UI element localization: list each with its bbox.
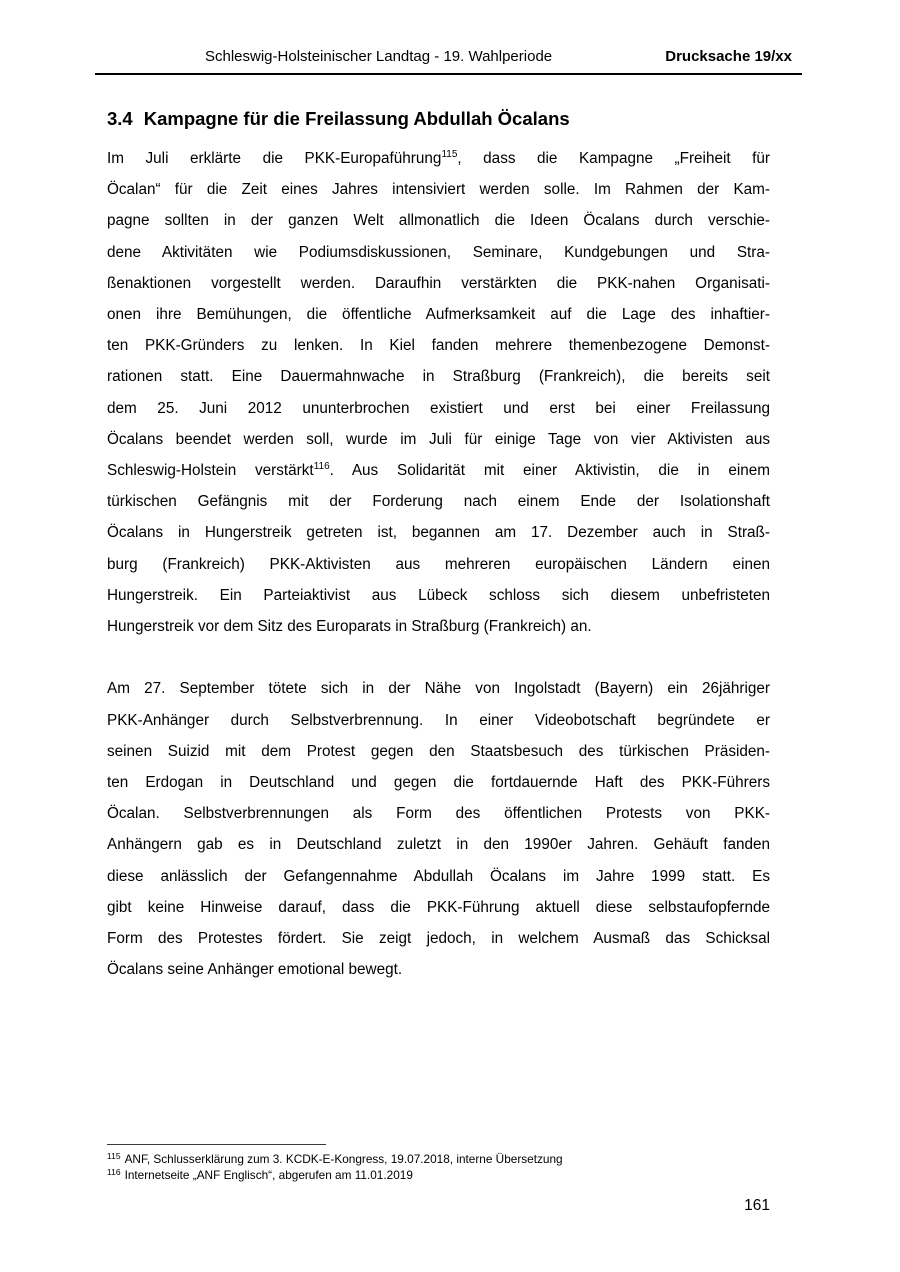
- footnote-ref-115: 115: [441, 149, 458, 160]
- text-line: [107, 268, 770, 299]
- text-line: [107, 424, 770, 455]
- line-text: ßenaktionen vorgestellt werden. Daraufhin verstärkten die PKK-nahen Organisati-: [107, 274, 770, 292]
- line-text: diese anlässlich der Gefangennahme Abdullah Öcalans im Jahre 1999 statt. Es: [107, 867, 770, 885]
- text-line: [107, 517, 770, 548]
- footnote-text: ANF, Schlusserklärung zum 3. KCDK-E-Kongress, 19.07.2018, interne Übersetzung: [124, 1152, 563, 1166]
- footnotes-section: [107, 1144, 770, 1183]
- header-title: Schleswig-Holsteinischer Landtag - 19. Wahlperiode: [205, 48, 553, 65]
- text-line: [107, 829, 770, 860]
- text-line: [107, 673, 770, 704]
- line-text: , dass die Kampagne „Freiheit für: [457, 150, 770, 167]
- line-text: Schleswig-Holstein verstärkt: [107, 462, 314, 480]
- text-line: [107, 455, 770, 486]
- section-number: 3.4: [107, 108, 133, 129]
- line-text: . Aus Solidarität mit einer Aktivistin, die in einem: [329, 462, 771, 480]
- header-drucksache: Drucksache 19/xx: [665, 48, 792, 65]
- text-line: [107, 393, 770, 424]
- line-text: gibt keine Hinweise darauf, dass die PKK-Führung aktuell diese selbstaufopfernde: [107, 898, 770, 916]
- text-line: [107, 361, 770, 392]
- page-number: 161: [744, 1197, 770, 1214]
- text-line: [107, 205, 770, 236]
- line-text: ten Erdogan in Deutschland und gegen die fortdauernde Haft des PKK-Führers: [107, 774, 770, 792]
- document-body: [107, 143, 770, 985]
- section-title: Kampagne für die Freilassung Abdullah Öcalans: [143, 108, 570, 129]
- paragraph-gap: [107, 642, 770, 673]
- line-text: rationen statt. Eine Dauermahnwache in Straßburg (Frankreich), die bereits seit: [107, 368, 770, 386]
- line-text: dem 25. Juni 2012 ununterbrochen existiert und erst bei einer Freilassung: [107, 399, 770, 417]
- text-line: [107, 798, 770, 829]
- line-text: Öcalan. Selbstverbrennungen als Form des öffentlichen Protests von PKK-: [107, 805, 770, 823]
- text-line: [107, 549, 770, 580]
- line-text: Öcalans beendet werden soll, wurde im Juli für einige Tage von vier Aktivisten aus: [107, 430, 770, 448]
- text-line: [107, 143, 770, 174]
- text-line: [107, 954, 770, 985]
- line-text: Hungerstreik. Ein Parteiaktivist aus Lübeck schloss sich diesem unbefristeten: [107, 586, 770, 604]
- footnote-116: [107, 1168, 770, 1184]
- line-text: Anhängern gab es in Deutschland zuletzt in den 1990er Jahren. Gehäuft fanden: [107, 836, 770, 854]
- line-text: türkischen Gefängnis mit der Forderung nach einem Ende der Isolationshaft: [107, 493, 770, 511]
- text-line: [107, 923, 770, 954]
- line-text: pagne sollten in der ganzen Welt allmonatlich die Ideen Öcalans durch verschie-: [107, 212, 770, 230]
- text-line: [107, 767, 770, 798]
- line-text: Form des Protestes fördert. Sie zeigt jedoch, in welchem Ausmaß das Schicksal: [107, 930, 770, 948]
- line-text: Öcalans seine Anhänger emotional bewegt.: [107, 961, 403, 979]
- page-header: [95, 48, 802, 75]
- footnote-number: 115: [107, 1151, 121, 1161]
- line-text: PKK-Anhänger durch Selbstverbrennung. In einer Videobotschaft begründete er: [107, 711, 770, 729]
- footnote-ref-116: 116: [313, 461, 330, 473]
- text-line: [107, 892, 770, 923]
- line-text: burg (Frankreich) PKK-Aktivisten aus mehreren europäischen Ländern einen: [107, 555, 770, 573]
- text-line: [107, 861, 770, 892]
- line-text: Im Juli erklärte die PKK-Europaführung: [107, 150, 442, 167]
- line-text: seinen Suizid mit dem Protest gegen den Staatsbesuch des türkischen Präsiden-: [107, 742, 770, 760]
- footnote-separator: [107, 1144, 326, 1145]
- line-text: ten PKK-Gründers zu lenken. In Kiel fanden mehrere themenbezogene Demonst-: [107, 337, 770, 355]
- text-line: [107, 580, 770, 611]
- footnote-number: 116: [107, 1166, 121, 1177]
- text-line: [107, 330, 770, 361]
- line-text: Öcalan“ für die Zeit eines Jahres intensiviert werden solle. Im Rahmen der Kam-: [107, 181, 770, 199]
- text-line: [107, 299, 770, 330]
- text-line: [107, 611, 770, 642]
- line-text: Hungerstreik vor dem Sitz des Europarats in Straßburg (Frankreich) an.: [107, 618, 592, 636]
- text-line: [107, 237, 770, 268]
- section-heading: [107, 107, 570, 131]
- line-text: Öcalans in Hungerstreik getreten ist, begannen am 17. Dezember auch in Straß-: [107, 524, 770, 542]
- line-text: Am 27. September tötete sich in der Nähe von Ingolstadt (Bayern) ein 26jähriger: [107, 680, 770, 698]
- text-line: [107, 705, 770, 736]
- footnote-115: [107, 1152, 770, 1168]
- footnote-text: Internetseite „ANF Englisch“, abgerufen am 11.01.2019: [124, 1167, 413, 1182]
- line-text: onen ihre Bemühungen, die öffentliche Aufmerksamkeit auf die Lage des inhaftier-: [107, 306, 770, 324]
- line-text: dene Aktivitäten wie Podiumsdiskussionen, Seminare, Kundgebungen und Stra-: [107, 243, 770, 261]
- text-line: [107, 486, 770, 517]
- text-line: [107, 174, 770, 205]
- text-line: [107, 736, 770, 767]
